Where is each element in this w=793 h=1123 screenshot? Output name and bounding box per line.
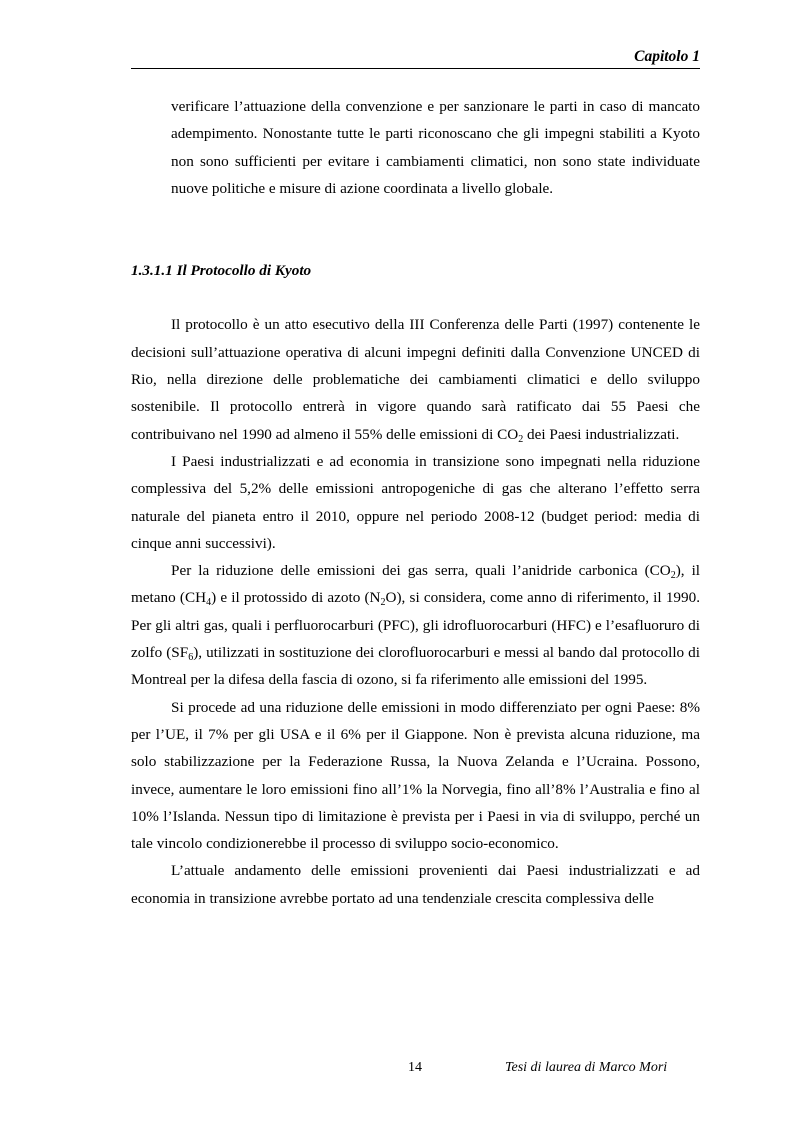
subscript: 4 (206, 597, 212, 609)
subscript: 2 (380, 597, 386, 609)
intro-paragraph: verificare l’attuazione della convenzione e per sanzionare le parti in caso di mancato adempimento. Nonostante tutte le parti riconoscano che gli impegni stabiliti a Kyoto non sono sufficienti per evitare i cambiamenti climatici, non sono state individuate nuove politiche e misure di azione coordinata a livello globale. (171, 98, 700, 197)
section-heading: 1.3.1.1 Il Protocollo di Kyoto (131, 262, 312, 280)
page-number: 14 (408, 1060, 422, 1075)
paragraph-countries: Si procede ad una riduzione delle emissioni in modo differenziato per ogni Paese: 8% per l’UE, il 7% per gli USA e il 6% per il Giappone. Non è prevista alcuna riduzione, ma solo stabilizzazione per la Federazione Russa, la Nuova Zelanda e l’Ucraina. Possono, invece, aumentare le loro emissioni fino all’1% la Norvegia, fino all’8% l’Australia e fino al 10% l’Islanda. Nessun tipo di limitazione è prevista per i Paesi in via di sviluppo, perché un tale vincolo condizionerebbe il processo di sviluppo socio-economico. (131, 698, 700, 853)
text-run: ), il metano (CH (131, 562, 701, 607)
footer-author: Tesi di laurea di Marco Mori (505, 1060, 668, 1075)
paragraph-trend: L’attuale andamento delle emissioni provenienti dai Paesi industrializzati e ad economia in transizione avrebbe portato ad una tendenziale crescita complessiva delle (131, 862, 700, 907)
subscript: 2 (518, 433, 524, 445)
paragraph-reduction: I Paesi industrializzati e ad economia in transizione sono impegnati nella riduzione complessiva del 5,2% delle emissioni antropogeniche di gas che alterano l’effetto serra naturale del pianeta entro il 2010, oppure nel periodo 2008-12 (budget period: media di cinque anni successivi). (131, 452, 700, 552)
paragraph-gases (131, 557, 700, 693)
text-run: ), utilizzati in sostituzione dei clorofluorocarburi e messi al bando dal protocollo di Montreal per la difesa della fascia di ozono, si fa riferimento alle emissioni del 1995. (131, 644, 700, 689)
paragraph-protocol (131, 311, 700, 447)
page-header (131, 48, 700, 69)
text-run: O), si considera, come anno di riferimento, il 1990. Per gli altri gas, quali i perfluorocarburi (PFC), gli idrofluorocarburi (HFC) e l’esafluoruro di zolfo (SF (131, 589, 700, 662)
text-run: Per la riduzione delle emissioni dei gas serra, quali l’anidride carbonica (CO (171, 562, 671, 580)
text-run: ) e il protossido di azoto (N (211, 589, 381, 607)
subscript: 2 (670, 570, 676, 582)
text-run: dei Paesi industrializzati. (523, 425, 680, 443)
page-content (131, 93, 700, 912)
text-run: Il protocollo è un atto esecutivo della III Conferenza delle Parti (1997) contenente le decisioni sull’attuazione operativa di alcuni impegni definiti dalla Convenzione UNCED di Rio, nella direzione delle problematiche dei cambiamenti climatici e dello sviluppo sostenibile. Il protocollo entrerà in vigore quando sarà ratificato dai 55 Paesi che contribuivano nel 1990 ad almeno il 55% delle emissioni di CO (131, 316, 700, 443)
subscript: 6 (188, 652, 194, 664)
chapter-title: Capitolo 1 (634, 48, 700, 65)
